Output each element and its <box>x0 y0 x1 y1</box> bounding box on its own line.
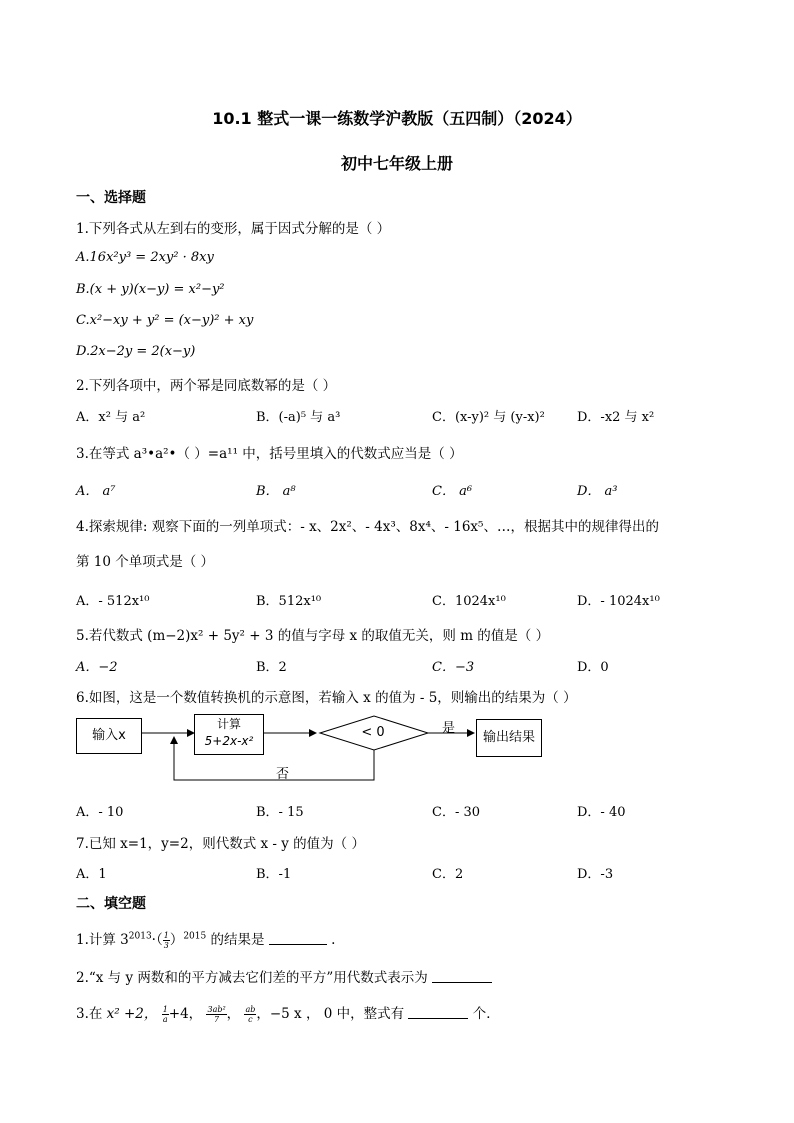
flow-no-label: 否 <box>276 767 290 782</box>
question-4-option-b: B．512x¹⁰ <box>256 594 322 609</box>
question-5-option-b: B．2 <box>256 660 287 675</box>
document-subtitle: 初中七年级上册 <box>340 154 453 173</box>
flow-output-box <box>476 719 542 757</box>
section-heading-choice: 一、选择题 <box>76 190 146 206</box>
fill-1-close: ） <box>169 932 184 948</box>
question-2-option-b: B．(-a)⁵ 与 a³ <box>256 410 341 425</box>
fill-1-exp1: 2013 <box>128 931 152 942</box>
question-3-option-a: A． a⁷ <box>76 484 116 499</box>
question-2-option-c: C．(x-y)² 与 (y-x)² <box>432 410 545 425</box>
fill-3-prefix: 3.在 <box>76 1006 107 1022</box>
question-3-stem: 3.在等式 a³•a²•（ ）=a¹¹ 中，括号里填入的代数式应当是（ ） <box>76 446 463 462</box>
question-6-option-c: C．- 30 <box>432 805 481 820</box>
question-5-option-a: A．−2 <box>76 660 118 675</box>
question-7-option-c: C．2 <box>432 867 464 882</box>
flow-yes-label: 是 <box>442 721 456 736</box>
fill-1 <box>76 928 335 950</box>
question-3-option-d: D． a³ <box>577 484 618 499</box>
fill-1-fraction <box>163 931 170 950</box>
question-6-option-b: B．- 15 <box>256 805 304 820</box>
fill-3-fraction-3 <box>244 1005 256 1024</box>
question-2-stem: 2.下列各项中，两个幂是同底数幂的是（ ） <box>76 378 337 394</box>
question-7-option-d: D．-3 <box>577 867 614 882</box>
fill-3-frac3-num: ab <box>245 1005 256 1014</box>
question-5-option-d: D．0 <box>577 660 609 675</box>
question-4-option-c: C．1024x¹⁰ <box>432 594 506 609</box>
flow-compute-formula: 5+2x-x² <box>204 734 254 748</box>
question-5-stem: 5.若代数式 (m−2)x² + 5y² + 3 的值与字母 x 的取值无关，则 m 的值是（ ） <box>76 628 550 644</box>
fill-3-term4: ，−5 x ， 0 中，整式有 <box>256 1006 405 1022</box>
fill-1-end: . <box>331 932 336 948</box>
flow-compute-label: 计算 <box>216 717 241 731</box>
flow-condition-label: < 0 <box>361 725 385 740</box>
question-4-stem-line2: 第 10 个单项式是（ ） <box>76 554 215 570</box>
question-7-stem: 7.已知 x=1，y=2，则代数式 x - y 的值为（ ） <box>76 836 365 852</box>
fill-3-frac1-num: 1 <box>162 1005 168 1014</box>
fill-2 <box>76 966 492 986</box>
fill-3-fraction-1 <box>162 1005 169 1024</box>
fill-1-frac-num: 1 <box>163 931 169 940</box>
question-2-option-a: A．x² 与 a² <box>76 410 146 425</box>
flow-output-label: 输出结果 <box>482 730 535 745</box>
fill-1-prefix: 1.计算 3 <box>76 932 129 948</box>
question-7-option-b: B．-1 <box>256 867 292 882</box>
fill-1-mid: ·（ <box>151 932 163 948</box>
question-1-option-a: A.16x²y³ = 2xy² · 8xy <box>76 250 214 265</box>
question-6-option-d: D．- 40 <box>577 805 626 820</box>
section-heading-fill: 二、填空题 <box>76 896 146 912</box>
fill-3-term3: ， <box>226 1006 241 1022</box>
fill-3-frac1-den: a <box>162 1015 168 1024</box>
fill-3-fraction-2 <box>206 1005 226 1024</box>
fill-3-end: 个． <box>472 1006 500 1022</box>
question-6-option-a: A．- 10 <box>76 805 124 820</box>
question-2-option-d: D．-x2 与 x² <box>577 410 655 425</box>
fill-1-exp2: 2015 <box>183 931 207 942</box>
fill-1-suffix: 的结果是 <box>206 932 265 948</box>
fill-3-frac3-den: c <box>248 1015 253 1024</box>
question-3-option-c: C． a⁶ <box>432 484 473 499</box>
question-4-option-d: D．- 1024x¹⁰ <box>577 594 660 609</box>
fill-2-answer-blank[interactable] <box>432 969 492 983</box>
fill-1-frac-den: 3 <box>163 941 169 950</box>
flow-input-label: 输入x <box>92 728 126 743</box>
fill-3-term2: +4， <box>168 1006 203 1022</box>
question-1-stem: 1.下列各式从左到右的变形，属于因式分解的是（ ） <box>76 221 391 237</box>
fill-3-answer-blank[interactable] <box>408 1005 468 1019</box>
question-5-option-c: C．−3 <box>432 660 475 675</box>
flow-compute-box <box>194 714 264 755</box>
fill-3-frac2-num: 3ab² <box>207 1005 226 1014</box>
fill-1-answer-blank[interactable] <box>269 931 327 945</box>
fill-3 <box>76 1002 500 1024</box>
question-6-stem: 6.如图，这是一个数值转换机的示意图，若输入 x 的值为 - 5，则输出的结果为（ ） <box>76 690 577 706</box>
fill-3-term1: x² +2， <box>106 1006 158 1022</box>
question-1-option-c: C.x²−xy + y² = (x−y)² + xy <box>76 313 254 328</box>
question-4-stem-line1: 4.探索规律: 观察下面的一列单项式：- x、2x²、- 4x³、8x⁴、- 16x⁵、…，根据其中的规律得出的 <box>76 519 659 535</box>
question-4-option-a: A．- 512x¹⁰ <box>76 594 150 609</box>
fill-2-text: 2.“x 与 y 两数和的平方减去它们差的平方”用代数式表示为 <box>76 970 428 986</box>
question-1-option-b: B.(x + y)(x−y) = x²−y² <box>76 282 225 297</box>
flow-input-box <box>76 718 142 754</box>
document-title: 10.1 整式一课一练数学沪教版（五四制）（2024） <box>212 109 582 128</box>
fill-3-frac2-den: 7 <box>214 1015 220 1024</box>
question-1-option-d: D.2x−2y = 2(x−y) <box>76 344 196 359</box>
question-3-option-b: B． a⁸ <box>256 484 296 499</box>
question-7-option-a: A．1 <box>76 867 107 882</box>
